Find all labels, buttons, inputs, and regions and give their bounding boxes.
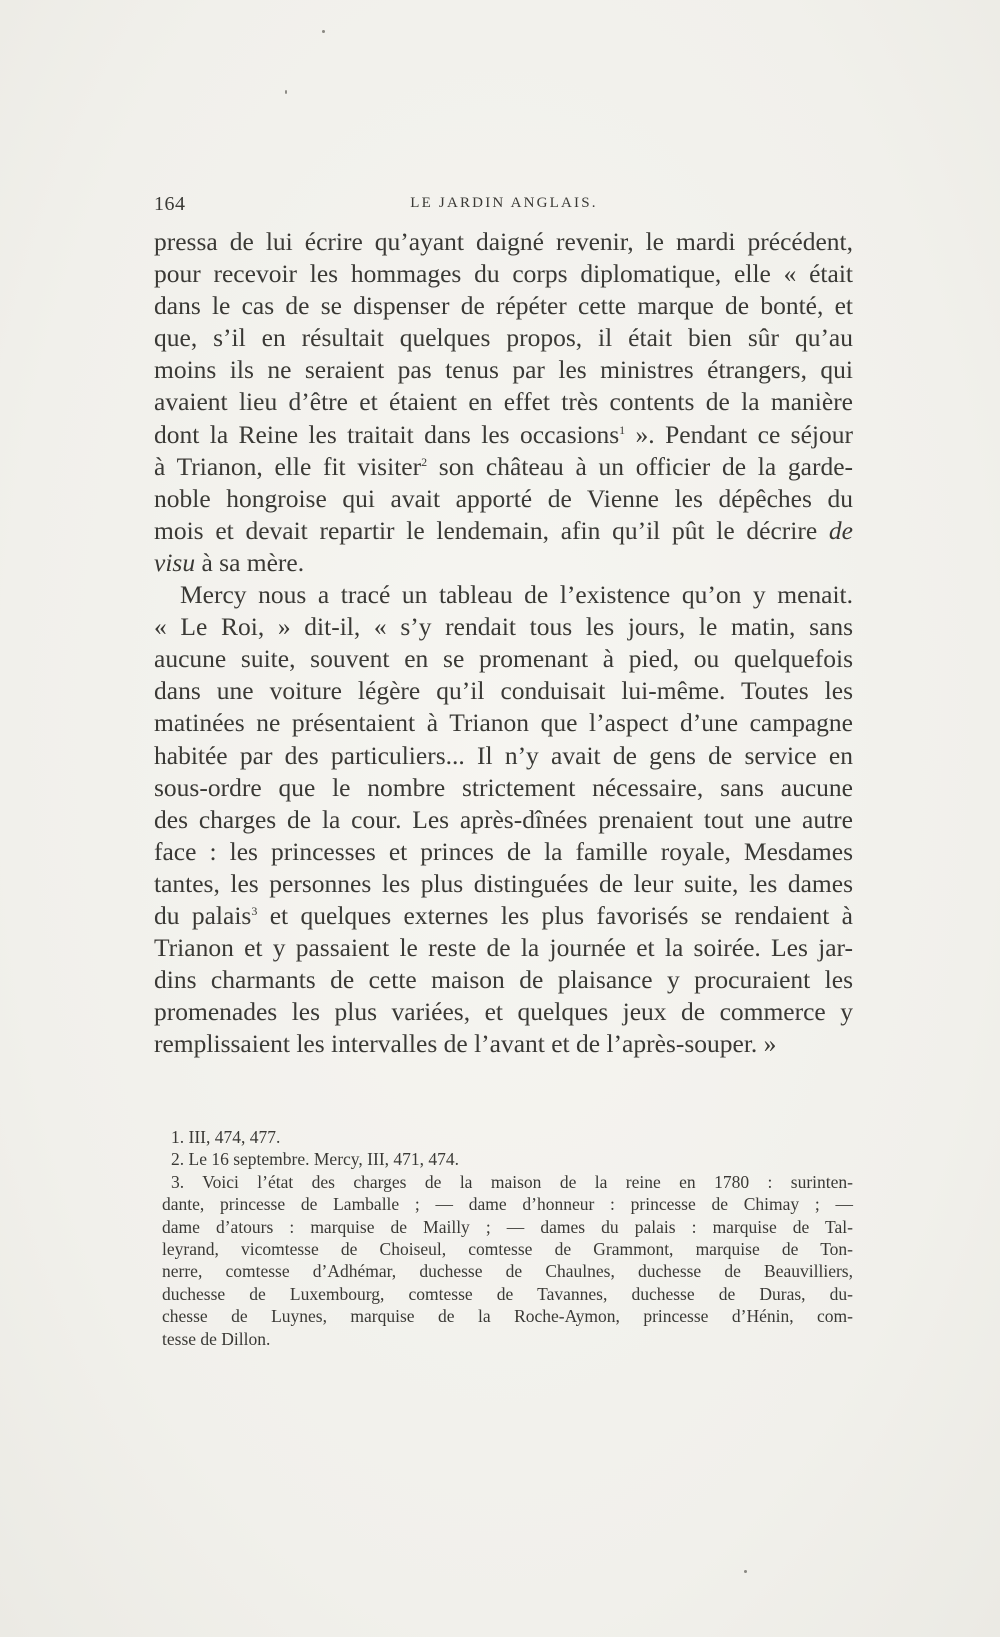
page-number: 164 [154,193,186,215]
text-line: pressa de lui écrire qu’ayant daigné revenir, le mardi précédent, [154,227,853,256]
footnote-3: 3. Voici l’état des charges de la maison de la reine en 1780 : surinten- [171,1171,853,1192]
text-line: remplissaient les intervalles de l’avant et de l’après-souper. » [154,1029,777,1059]
text-line: dins charmants de cette maison de plaisance y procuraient les [154,965,853,995]
paper-speck [744,1570,747,1573]
text-line: noble hongroise qui avait apporté de Vienne les dépêches du [154,483,853,513]
footnote-2: 2. Le 16 septembre. Mercy, III, 471, 474. [171,1149,460,1170]
footnote-ref: 2 [421,454,428,469]
text-line: face : les princesses et princes de la famille royale, Mesdames [154,836,853,866]
footnote-line: duchesse de Luxembourg, comtesse de Tavannes, duchesse de Duras, du- [162,1283,853,1304]
text-line: moins ils ne seraient pas tenus par les ministres étrangers, qui [154,355,853,385]
footnote-line: chesse de Luynes, marquise de la Roche-Aymon, princesse d’Hénin, com- [162,1306,853,1327]
footnote-ref: 3 [251,903,258,918]
text-line: Trianon et y passaient le reste de la journée et la soirée. Les jar- [154,933,853,963]
text-line: tantes, les personnes les plus distinguées de leur suite, les dames [154,868,853,898]
text-line: dans une voiture légère qu’il conduisait lui-même. Toutes les [154,676,853,706]
text-line: dans le cas de se dispenser de répéter cette marque de bonté, et [154,291,853,321]
text-line: Mercy nous a tracé un tableau de l’existence qu’on y menait. [180,580,853,610]
text-line: des charges de la cour. Les après-dînées prenaient tout une autre [154,804,853,834]
footnote-line: leyrand, vicomtesse de Choiseul, comtesse de Grammont, marquise de Ton- [162,1238,853,1259]
footnote-line: dante, princesse de Lamballe ; — dame d’honneur : princesse de Chimay ; — [162,1194,853,1215]
footnote-line: nerre, comtesse d’Adhémar, duchesse de Chaulnes, duchesse de Beauvilliers, [162,1261,853,1282]
footnotes [162,1126,853,1350]
footnote-1: 1. III, 474, 477. [171,1127,281,1147]
text-line: habitée par des particuliers... Il n’y avait de gens de service en [154,740,853,770]
text-line: matinées ne présentaient à Trianon que l’aspect d’une campagne [154,708,853,738]
text-line: promenades les plus variées, et quelques jeux de commerce y [154,997,853,1027]
text-line: aucune suite, souvent en se promenant à pied, ou quelquefois [154,644,853,674]
text-line: du palais$^3$ et quelques externes les plus favorisés se rendaient à [154,900,853,930]
paper-speck [322,30,325,33]
running-title: LE JARDIN ANGLAIS. [410,195,598,211]
text-line: visu à sa mère. [154,547,305,577]
text-line: avaient lieu d’être et étaient en effet très contents de la manière [154,387,853,417]
text-line: « Le Roi, » dit-il, « s’y rendait tous les jours, le matin, sans [154,612,853,642]
text-line: pour recevoir les hommages du corps diplomatique, elle « était [154,259,853,289]
text-line: à Trianon, elle fit visiter$^2$ son château à un officier de la garde- [154,451,853,481]
text-line: dont la Reine les traitait dans les occasions$^1$ ». Pendant ce séjour [154,419,853,449]
paper-speck [285,90,287,94]
footnote-line: tesse de Dillon. [162,1328,271,1349]
page-header [154,193,854,219]
footnote-ref: 1 [619,422,626,437]
text-line: mois et devait repartir le lendemain, afin qu’il pût le décrire de [154,515,853,545]
text-line: sous-ordre que le nombre strictement nécessaire, sans aucune [154,772,853,802]
text-line: que, s’il en résultait quelques propos, il était bien sûr qu’au [154,323,853,353]
body-text [154,226,853,1060]
footnote-line: dame d’atours : marquise de Mailly ; — dames du palais : marquise de Tal- [162,1216,853,1237]
